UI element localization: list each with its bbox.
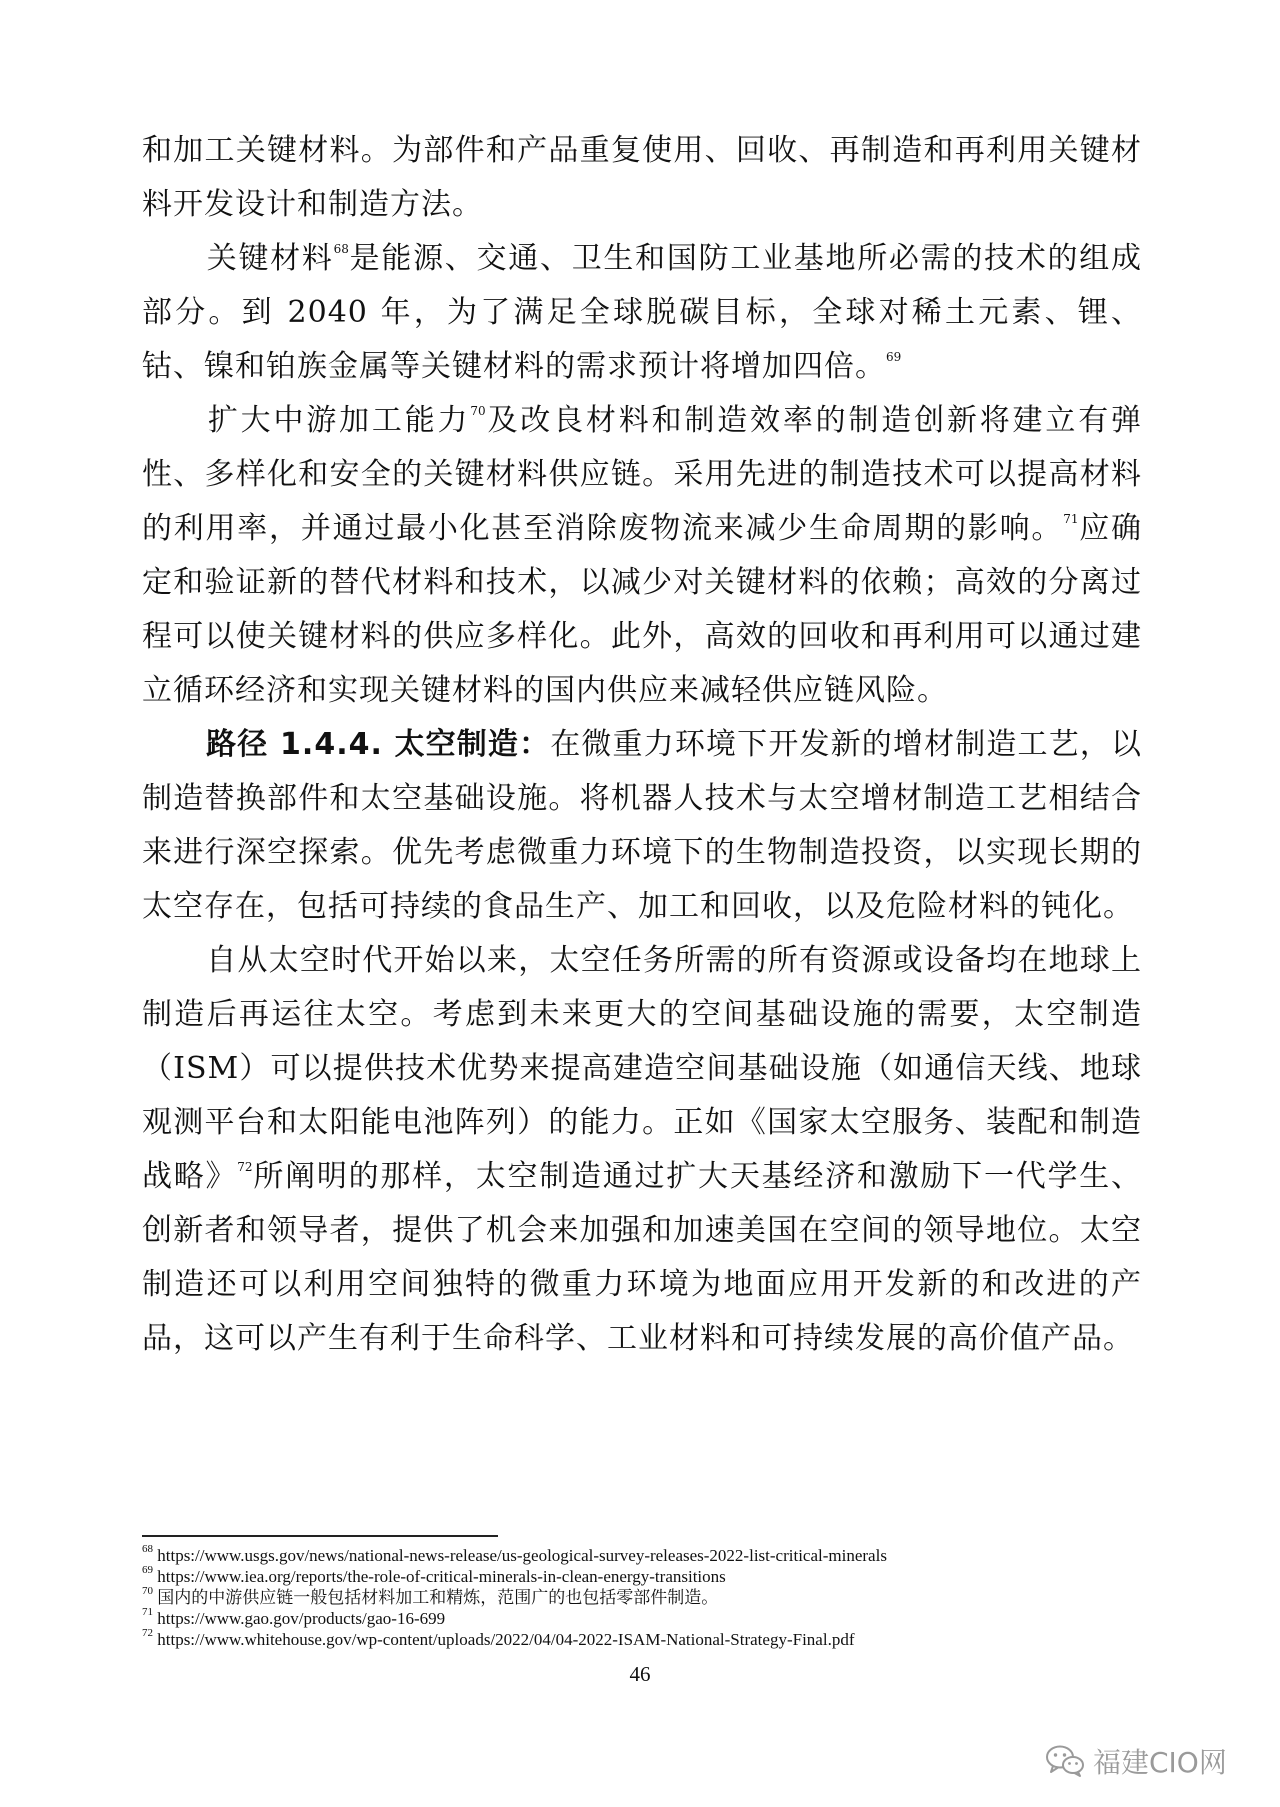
- watermark: [1045, 1742, 1227, 1780]
- pathway-heading: 路径 1.4.4. 太空制造：: [206, 727, 551, 762]
- footnote-text: https://www.iea.org/reports/the-role-of-critical-minerals-in-clean-energy-transitions: [157, 1567, 726, 1586]
- footnote-text: https://www.whitehouse.gov/wp-content/uploads/2022/04/04-2022-ISAM-National-Strategy-Final.pdf: [157, 1630, 855, 1649]
- footnote-number: 72: [142, 1627, 153, 1640]
- footnote-68[interactable]: [142, 1545, 1142, 1566]
- footnote-69[interactable]: [142, 1566, 1142, 1587]
- footnote-ref[interactable]: 72: [237, 1160, 253, 1174]
- paragraph-text: 应确定和验证新的替代材料和技术，以减少对关键材料的依赖；高效的分离过程可以使关键材料的供应多样化。此外，高效的回收和再利用可以通过建立循环经济和实现关键材料的国内供应来减轻供应链风险。: [142, 511, 1142, 708]
- footnote-number: 70: [142, 1585, 153, 1598]
- footnote-ref[interactable]: 71: [1063, 512, 1079, 526]
- paragraph-text: 关键材料: [206, 241, 334, 276]
- footnote-70: [142, 1587, 1142, 1608]
- watermark-text: 福建CIO网: [1093, 1746, 1227, 1779]
- page-number: 46: [629, 1662, 651, 1686]
- paragraph-midstream-processing: [142, 394, 1142, 718]
- footnote-number: 68: [142, 1543, 153, 1556]
- paragraph-pathway-space-manufacturing: [142, 718, 1142, 934]
- footnote-number: 69: [142, 1564, 153, 1577]
- footnote-text: https://www.gao.gov/products/gao-16-699: [157, 1609, 446, 1628]
- paragraph-text: 在微重力环境下开发新的增材制造工艺，以制造替换部件和太空基础设施。将机器人技术与太空增材制造工艺相结合来进行深空探索。优先考虑微重力环境下的生物制造投资，以实现长期的太空存在，包括可持续的食品生产、加工和回收，以及危险材料的钝化。: [142, 727, 1143, 924]
- paragraph-text: 扩大中游加工能力: [206, 403, 471, 438]
- footnote-text: https://www.usgs.gov/news/national-news-release/us-geological-survey-releases-2022-list-critical-minerals: [157, 1546, 887, 1565]
- footnote-71[interactable]: [142, 1608, 1142, 1629]
- footnote-72[interactable]: [142, 1629, 1142, 1650]
- footnote-ref[interactable]: 70: [470, 404, 486, 418]
- footnote-ref[interactable]: 69: [886, 350, 902, 364]
- footnote-number: 71: [142, 1606, 153, 1619]
- paragraph-text: 自从太空时代开始以来，太空任务所需的所有资源或设备均在地球上制造后再运往太空。考虑到未来更大的空间基础设施的需要，太空制造（ISM）可以提供技术优势来提高建造空间基础设施（如通信天线、地球观测平台和太阳能电池阵列）的能力。正如《国家太空服务、装配和制造战略》: [142, 943, 1142, 1194]
- footnote-ref[interactable]: 68: [333, 242, 349, 256]
- footnote-text: 国内的中游供应链一般包括材料加工和精炼，范围广的也包括零部件制造。: [157, 1588, 719, 1607]
- footnote-separator: [142, 1535, 498, 1537]
- paragraph-ism-overview: [142, 934, 1142, 1366]
- paragraph-text: 和加工关键材料。为部件和产品重复使用、回收、再制造和再利用关键材料开发设计和制造方法。: [142, 133, 1142, 222]
- footnotes: [142, 1545, 1142, 1650]
- paragraph-critical-materials-definition: [142, 232, 1142, 394]
- paragraph-text: 是能源、交通、卫生和国防工业基地所必需的技术的组成部分。到 2040 年，为了满足全球脱碳目标，全球对稀土元素、锂、钴、镍和铂族金属等关键材料的需求预计将增加四倍。: [142, 241, 1143, 384]
- wechat-icon: [1045, 1744, 1085, 1778]
- paragraph-text: 所阐明的那样，太空制造通过扩大天基经济和激励下一代学生、创新者和领导者，提供了机会来加强和加速美国在空间的领导地位。太空制造还可以利用空间独特的微重力环境为地面应用开发新的和改进的产品，这可以产生有利于生命科学、工业材料和可持续发展的高价值产品。: [142, 1159, 1143, 1356]
- paragraph-text: 及改良材料和制造效率的制造创新将建立有弹性、多样化和安全的关键材料供应链。采用先进的制造技术可以提高材料的利用率，并通过最小化甚至消除废物流来减少生命周期的影响。: [142, 403, 1143, 546]
- paragraph-critical-materials-continued: [142, 124, 1142, 232]
